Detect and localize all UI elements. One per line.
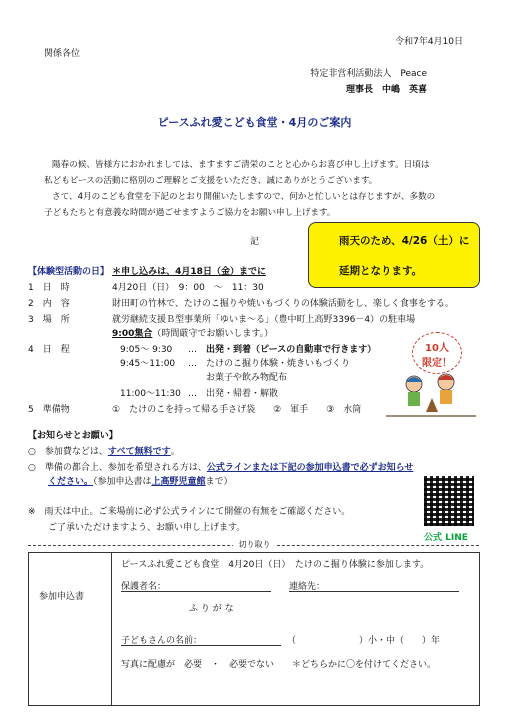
row-place bbox=[28, 312, 416, 325]
form-head-cell bbox=[29, 553, 112, 705]
schedule-text-2: … たけのこ掘り体験・焼きいもづくり bbox=[188, 359, 351, 369]
limit-badge-line-1: 10人 bbox=[425, 343, 449, 354]
schedule-time-2: 9:45～11:00 bbox=[120, 359, 176, 369]
recipient: 関係各位 bbox=[44, 49, 81, 59]
child-name-field[interactable] bbox=[121, 645, 281, 646]
notice-3: ください。（参加申込書は上高野児童館まで） bbox=[48, 477, 233, 487]
rain-note-1: ※ 雨天は中止。ご来場前に必ず公式ラインにて開催の有無をご確認ください。 bbox=[28, 507, 351, 517]
form-grade[interactable]: （ ）小・中（ ）年 bbox=[287, 636, 441, 646]
row-items bbox=[28, 402, 362, 415]
row-place-meet bbox=[112, 326, 273, 339]
row-content bbox=[28, 296, 454, 309]
cut-label: 切り取り bbox=[0, 539, 509, 550]
row-date bbox=[28, 280, 264, 293]
intro-line-3: さて、4月のこども食堂を下記のとおり開催いたしますので、何かと忙しいとは存じますが、多数の bbox=[52, 192, 436, 202]
notice-1: ○ 参加費などは、すべて無料です。 bbox=[28, 447, 180, 457]
notice-header: 【お知らせとお願い】 bbox=[28, 431, 118, 441]
callout-line-1: 雨天のため、4/26（土）に bbox=[339, 235, 470, 247]
meet-time: 9:00集合 bbox=[112, 329, 153, 339]
activity-deadline: ＊申し込みは、4月18日（金）までに bbox=[112, 267, 266, 277]
row-schedule-label: 4 日 程 bbox=[28, 345, 70, 355]
document-date: 令和7年4月10日 bbox=[395, 37, 463, 47]
postponement-callout bbox=[308, 222, 480, 288]
form-photo-consent[interactable]: 写真に配慮が 必要 ・ 必要でない ＊どちらかに〇を付けてください。 bbox=[121, 660, 437, 670]
intro-line-4: 子どもたちと有意義な時間が過ごせますようご協力をお願い申し上げます。 bbox=[44, 208, 336, 218]
activity-section bbox=[28, 264, 266, 277]
children-digging-illustration bbox=[386, 370, 476, 422]
row-place-value: 就労継続支援Ｂ型事業所「ゆいま～る」（豊中町上高野3396－4）の駐車場 bbox=[112, 315, 416, 325]
callout-line-2: 延期となります。 bbox=[339, 265, 423, 277]
notice-2: ○ 準備の都合上、参加を希望される方は、公式ラインまたは下記の参加申込書で必ずお知らせ bbox=[28, 463, 414, 473]
contact-field[interactable] bbox=[289, 591, 459, 592]
line-label: 公式 LINE bbox=[424, 533, 468, 543]
activity-header: 【体験型活動の日】 bbox=[28, 267, 110, 277]
row-content-label: 2 内 容 bbox=[28, 299, 70, 309]
president-name: 理事長 中嶋 英喜 bbox=[345, 85, 427, 95]
guardian-name-field[interactable] bbox=[121, 591, 271, 592]
ki-heading: 記 bbox=[249, 237, 259, 247]
form-furigana: ふ り が な bbox=[189, 604, 234, 614]
schedule-text-4: … 出発・帰着・解散 bbox=[188, 389, 279, 399]
page-title: ピースふれ愛こども食堂・4月のご案内 bbox=[157, 116, 352, 129]
application-form bbox=[28, 552, 480, 706]
rain-note-2: ご了承いただけますよう、お願い申し上げます。 bbox=[48, 523, 246, 533]
schedule-time-1: 9:05～ 9:30 bbox=[120, 345, 173, 355]
schedule-text-3: お菓子や飲み物配布 bbox=[206, 373, 288, 383]
form-child-label: 子どもさんの名前： bbox=[121, 636, 203, 646]
form-guardian-label: 保護者名： bbox=[121, 582, 167, 592]
intro-line-2: 私どもピースの活動に格別のご理解とご支援をいただき、誠にありがとうございます。 bbox=[44, 176, 378, 186]
meet-note: （時間厳守でお願いします。） bbox=[152, 329, 274, 339]
schedule-text-1: … 出発・到着（ピースの自動車で行きます） bbox=[188, 345, 377, 355]
intro-line-1: 陽春の候、皆様方におかれましては、ますますご清栄のことと心からお喜び申し上げます。日頃は bbox=[52, 160, 430, 170]
row-place-label: 3 場 所 bbox=[28, 315, 70, 325]
row-date-label: 1 日 時 bbox=[28, 283, 70, 293]
form-event-line: ピースふれ愛こども食堂 4月20日（日） たけのこ掘り体験に参加します。 bbox=[121, 560, 430, 570]
limit-badge-line-2: 限定！ bbox=[422, 358, 452, 369]
form-head-label: 参加申込書 bbox=[39, 592, 85, 602]
row-items-value: ① たけのこを持って帰る手さげ袋 ② 軍手 ③ 水筒 bbox=[112, 405, 362, 415]
limit-badge bbox=[412, 332, 462, 374]
schedule-time-4: 11:00～11:30 bbox=[120, 389, 181, 399]
organization-name: 特定非営利活動法人 Peace bbox=[310, 69, 427, 79]
form-contact-label: 連絡先： bbox=[289, 582, 326, 592]
line-qr-code[interactable] bbox=[424, 476, 474, 526]
row-content-value: 財田町の竹林で、たけのこ掘りや焼いもづくりの体験活動をし、楽しく食事をする。 bbox=[112, 299, 454, 309]
row-date-value: 4月20日（日） 9：00 ～ 11：30 bbox=[112, 283, 264, 293]
row-items-label: 5 準備物 bbox=[28, 405, 70, 415]
